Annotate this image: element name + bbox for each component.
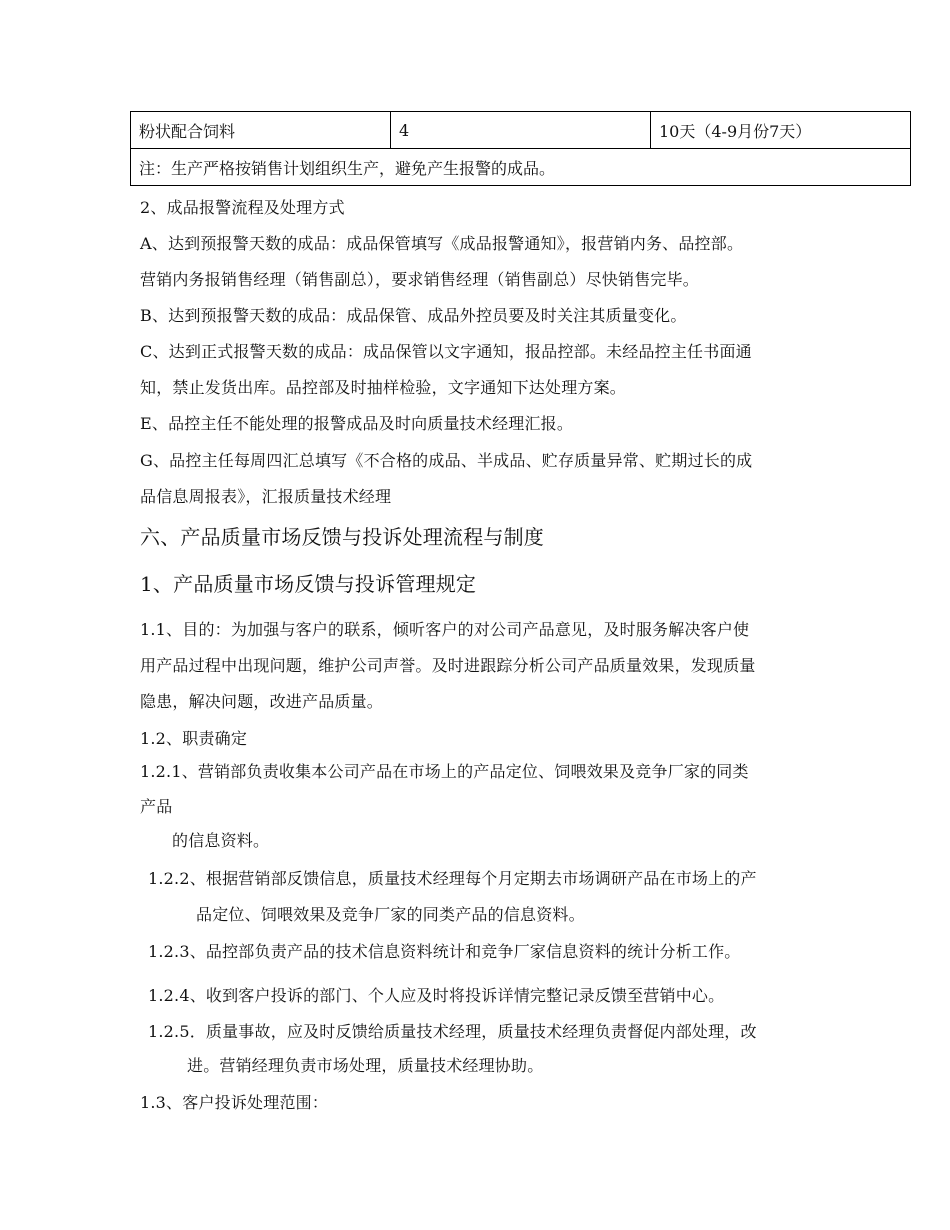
paragraph-line: 营销内务报销售经理（销售副总），要求销售经理（销售副总）尽快销售完毕。 (140, 270, 700, 289)
table-row (131, 149, 911, 186)
chapter-heading: 六、产品质量市场反馈与投诉处理流程与制度 (140, 525, 544, 549)
paragraph-line: A、达到预报警天数的成品：成品保管填写《成品报警通知》，报营销内务、品控部。 (140, 234, 744, 253)
paragraph-line: 1.2、职责确定 (140, 729, 248, 748)
paragraph-line: C、达到正式报警天数的成品：成品保管以文字通知，报品控部。未经品控主任书面通 (140, 342, 752, 361)
paragraph-line: E、品控主任不能处理的报警成品及时向质量技术经理汇报。 (140, 414, 574, 433)
paragraph-line: 1.2.5．质量事故，应及时反馈给质量技术经理，质量技术经理负责督促内部处理，改 (148, 1022, 757, 1041)
paragraph-line: G、品控主任每周四汇总填写《不合格的成品、半成品、贮存质量异常、贮期过长的成 (140, 451, 753, 470)
paragraph-line: 1.3、客户投诉处理范围： (140, 1093, 329, 1112)
subsection-heading: 1、产品质量市场反馈与投诉管理规定 (140, 572, 477, 596)
paragraph-line: B、达到预报警天数的成品：成品保管、成品外控员要及时关注其质量变化。 (140, 306, 687, 325)
paragraph-line: 进。营销经理负责市场处理，质量技术经理协助。 (187, 1056, 544, 1075)
table-cell-alarm-days: 10天（4-9月份7天） (651, 112, 911, 149)
paragraph-line: 隐患，解决问题，改进产品质量。 (140, 692, 384, 711)
table-row (131, 112, 911, 149)
paragraph-line: 品定位、饲喂效果及竞争厂家的同类产品的信息资料。 (196, 905, 585, 924)
table-cell-product: 粉状配合饲料 (131, 112, 391, 149)
paragraph-line: 1.2.4、收到客户投诉的部门、个人应及时将投诉详情完整记录反馈至营销中心。 (148, 986, 725, 1005)
paragraph-line: 知，禁止发货出库。品控部及时抽样检验，文字通知下达处理方案。 (140, 378, 627, 397)
paragraph-line: 产品 (140, 797, 173, 816)
paragraph-line: 1.2.2、根据营销部反馈信息，质量技术经理每个月定期去市场调研产品在市场上的产 (148, 869, 757, 888)
table-note: 注：生产严格按销售计划组织生产，避免产生报警的成品。 (131, 149, 911, 186)
section-heading: 2、成品报警流程及处理方式 (140, 198, 345, 217)
table-cell-days: 4 (391, 112, 651, 149)
paragraph-line: 的信息资料。 (172, 831, 270, 850)
shelf-life-table (130, 111, 911, 186)
paragraph-line: 1.1、目的：为加强与客户的联系，倾听客户的对公司产品意见，及时服务解决客户使 (140, 620, 750, 639)
paragraph-line: 1.2.1、营销部负责收集本公司产品在市场上的产品定位、饲喂效果及竞争厂家的同类 (140, 762, 749, 781)
paragraph-line: 用产品过程中出现问题，维护公司声誉。及时进跟踪分析公司产品质量效果，发现质量 (140, 656, 756, 675)
paragraph-line: 1.2.3、品控部负责产品的技术信息资料统计和竞争厂家信息资料的统计分析工作。 (148, 942, 741, 961)
paragraph-line: 品信息周报表》，汇报质量技术经理 (140, 487, 392, 506)
